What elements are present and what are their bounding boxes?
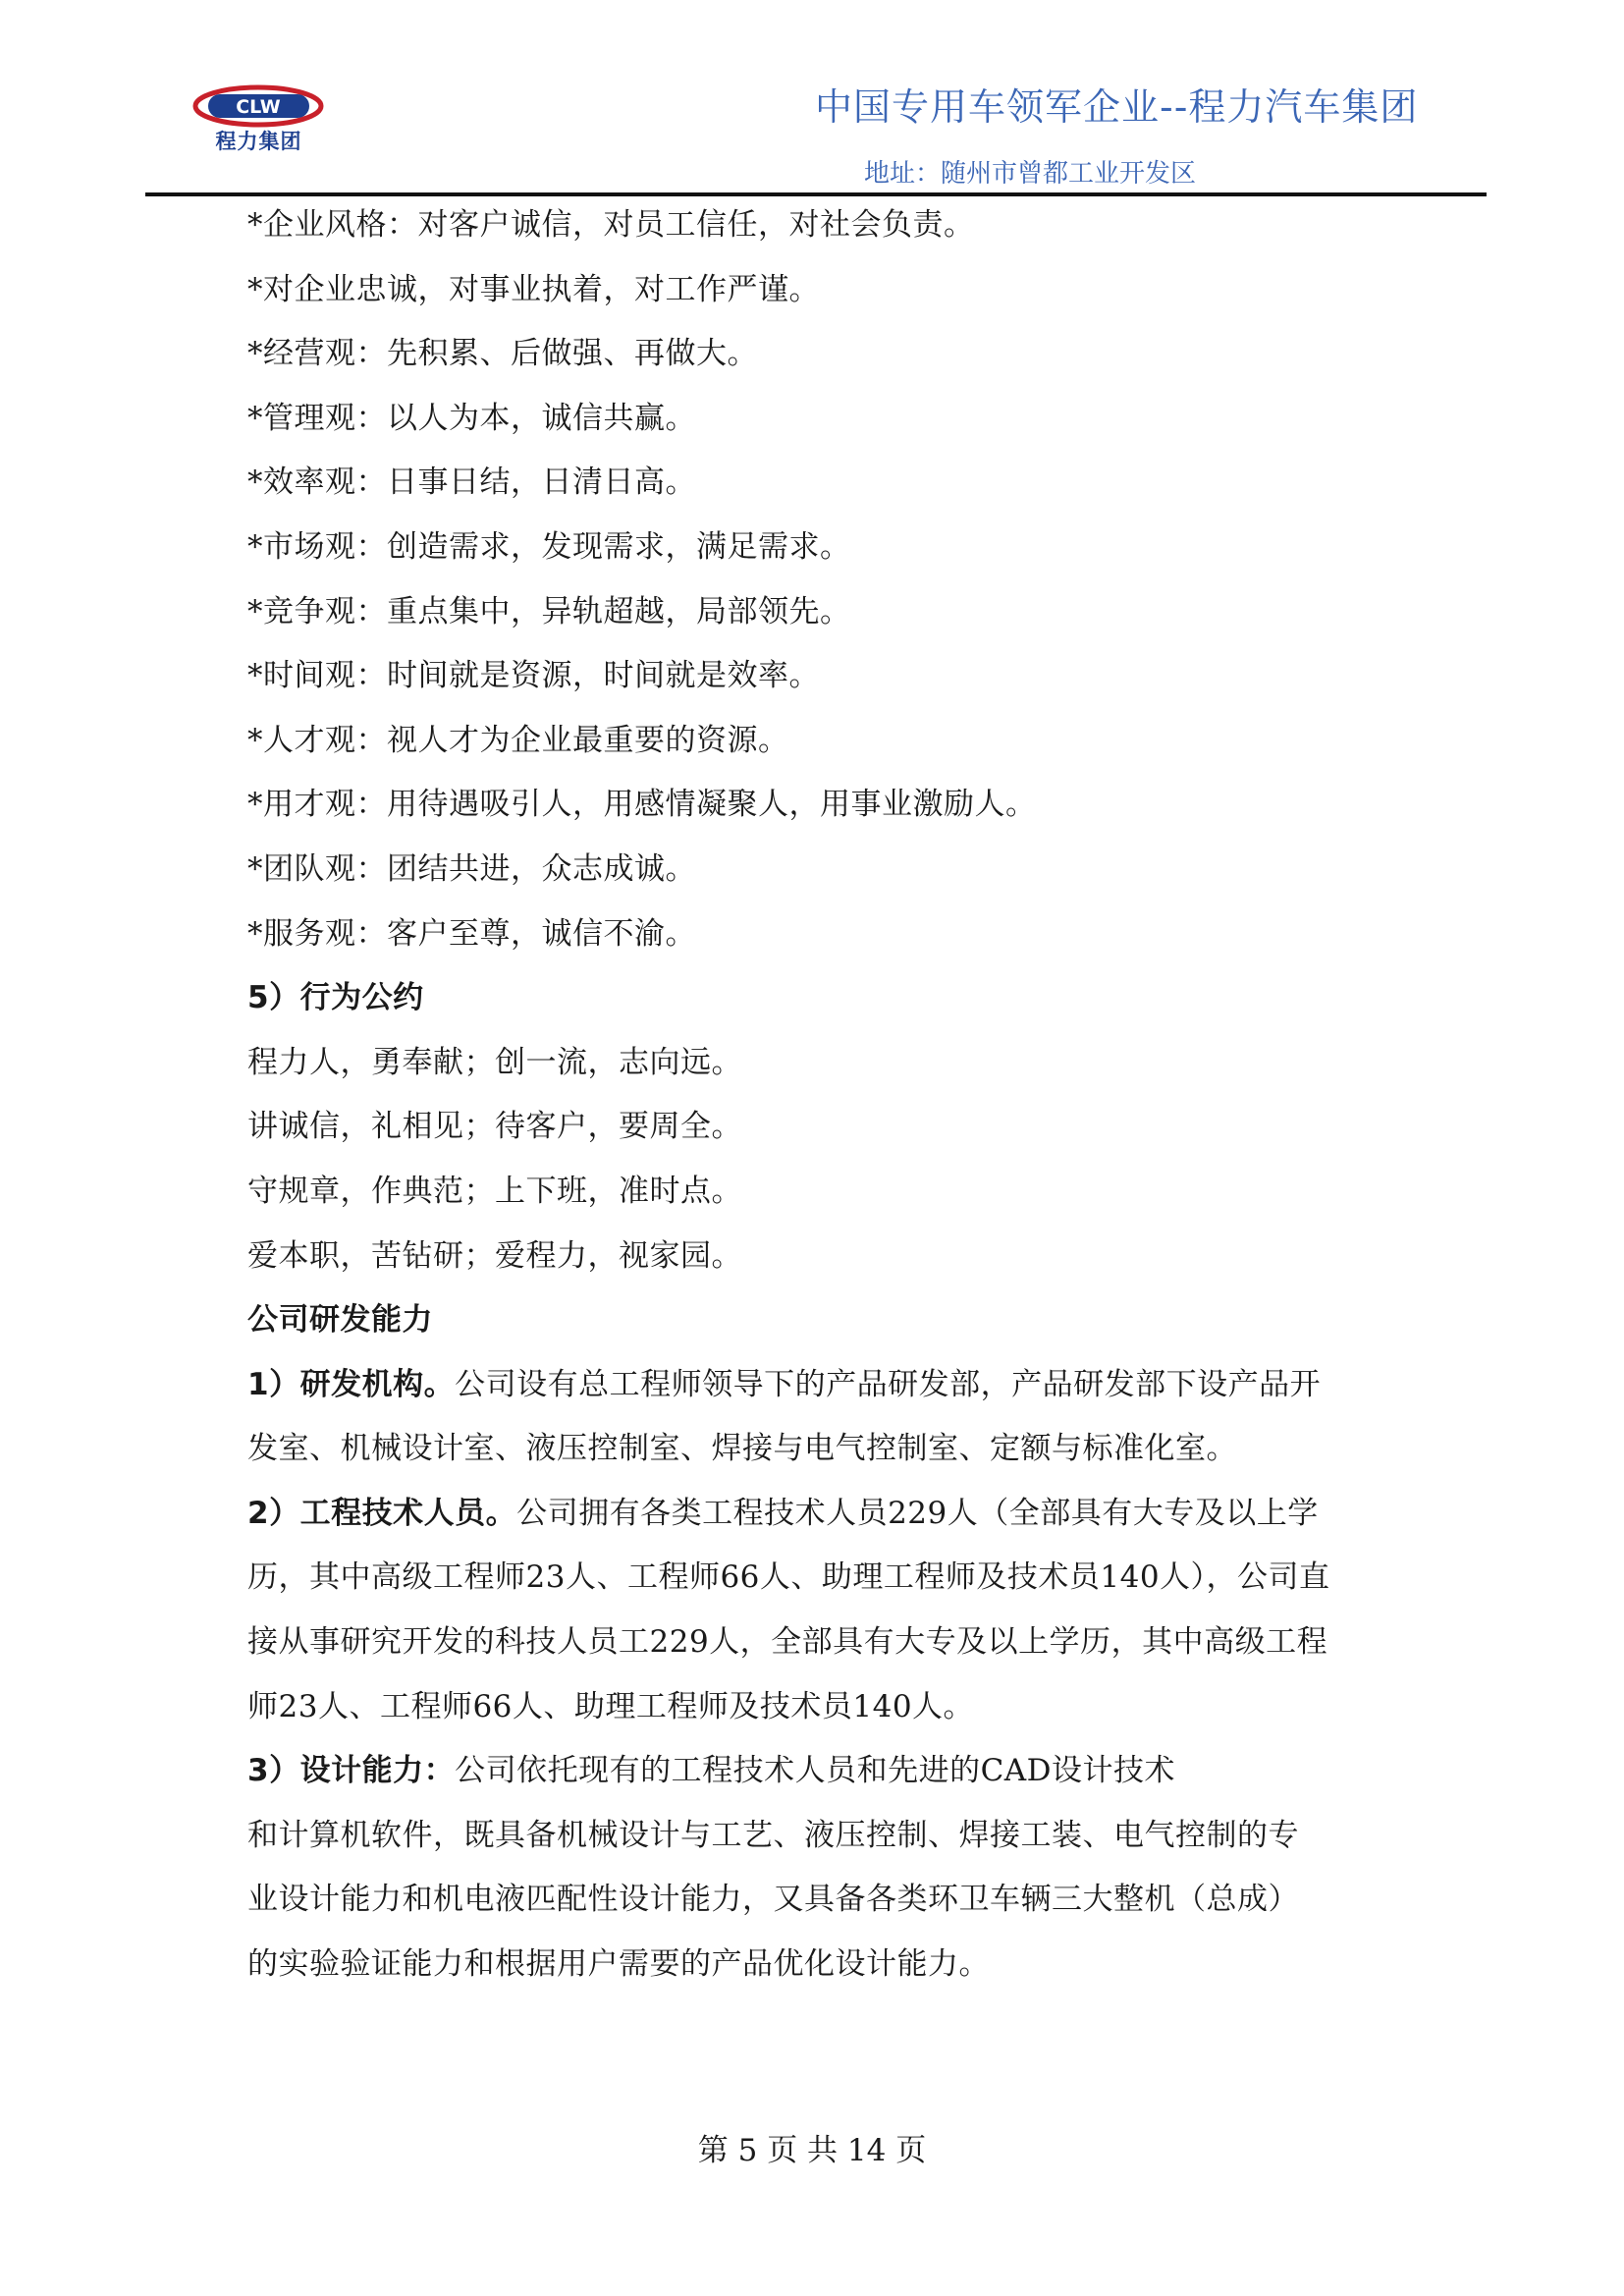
rnd-p3-lead: 3）设计能力：	[247, 1753, 456, 1789]
rnd-paragraph-2	[247, 1482, 1386, 1547]
value-line: *时间观：时间就是资源，时间就是效率。	[247, 658, 820, 694]
rnd-p3-line: 和计算机软件，既具备机械设计与工艺、液压控制、焊接工装、电气控制的专	[247, 1817, 1299, 1853]
rnd-p2-text: 公司拥有各类工程技术人员229人（全部具有大专及以上学	[516, 1495, 1319, 1531]
header-title: 中国专用车领军企业--程力汽车集团	[815, 85, 1419, 129]
logo-subtitle: 程力集团	[215, 130, 302, 153]
value-line: *管理观：以人为本，诚信共赢。	[247, 400, 696, 436]
value-line: *竞争观：重点集中，异轨超越，局部领先。	[247, 593, 851, 629]
header-address: 地址：随州市曾都工业开发区	[864, 159, 1197, 189]
value-line: *团队观：团结共进，众志成诚。	[247, 850, 696, 887]
rnd-p1-lead: 1）研发机构。	[247, 1366, 456, 1402]
value-line: *人才观：视人才为企业最重要的资源。	[247, 722, 789, 758]
value-line: *对企业忠诚，对事业执着，对工作严谨。	[247, 271, 820, 307]
value-line: *经营观：先积累、后做强、再做大。	[247, 336, 758, 372]
value-line: *市场观：创造需求，发现需求，满足需求。	[247, 528, 851, 565]
page-number: 第 5 页 共 14 页	[697, 2133, 927, 2168]
rnd-paragraph-1	[247, 1353, 1386, 1418]
value-line: *效率观：日事日结，日清日高。	[247, 465, 696, 501]
conduct-line: 爱本职，苦钻研；爱程力，视家园。	[247, 1237, 742, 1274]
rnd-p3-line: 业设计能力和机电液匹配性设计能力，又具备各类环卫车辆三大整机（总成）	[247, 1882, 1299, 1918]
rnd-p1-text: 公司设有总工程师领导下的产品研发部，产品研发部下设产品开	[455, 1366, 1322, 1402]
rnd-p3-line: 的实验验证能力和根据用户需要的产品优化设计能力。	[247, 1946, 990, 1983]
rnd-paragraph-3	[247, 1739, 1386, 1804]
conduct-line: 守规章，作典范；上下班，准时点。	[247, 1173, 742, 1209]
rnd-heading: 公司研发能力	[247, 1302, 433, 1339]
conduct-line: 讲诚信，礼相见；待客户，要周全。	[247, 1109, 742, 1145]
rnd-p3-text: 公司依托现有的工程技术人员和先进的CAD设计技术	[455, 1753, 1176, 1789]
logo-wordmark: CLW	[236, 96, 281, 118]
value-line: *用才观：用待遇吸引人，用感情凝聚人，用事业激励人。	[247, 787, 1037, 823]
conduct-line: 程力人，勇奉献；创一流，志向远。	[247, 1044, 742, 1080]
rnd-p2-lead: 2）工程技术人员。	[247, 1495, 517, 1531]
page-body	[247, 193, 1386, 1997]
conduct-heading: 5）行为公约	[247, 980, 424, 1016]
rnd-p2-line: 师23人、工程师66人、助理工程师及技术员140人。	[247, 1688, 975, 1724]
rnd-p2-line: 接从事研究开发的科技人员工229人，全部具有大专及以上学历，其中高级工程	[247, 1624, 1328, 1661]
value-line: *企业风格：对客户诚信，对员工信任，对社会负责。	[247, 207, 975, 243]
rnd-p2-line: 历，其中高级工程师23人、工程师66人、助理工程师及技术员140人），公司直	[247, 1559, 1330, 1596]
rnd-p1-line: 发室、机械设计室、液压控制室、焊接与电气控制室、定额与标准化室。	[247, 1431, 1237, 1467]
value-line: *服务观：客户至尊，诚信不渝。	[247, 915, 696, 952]
